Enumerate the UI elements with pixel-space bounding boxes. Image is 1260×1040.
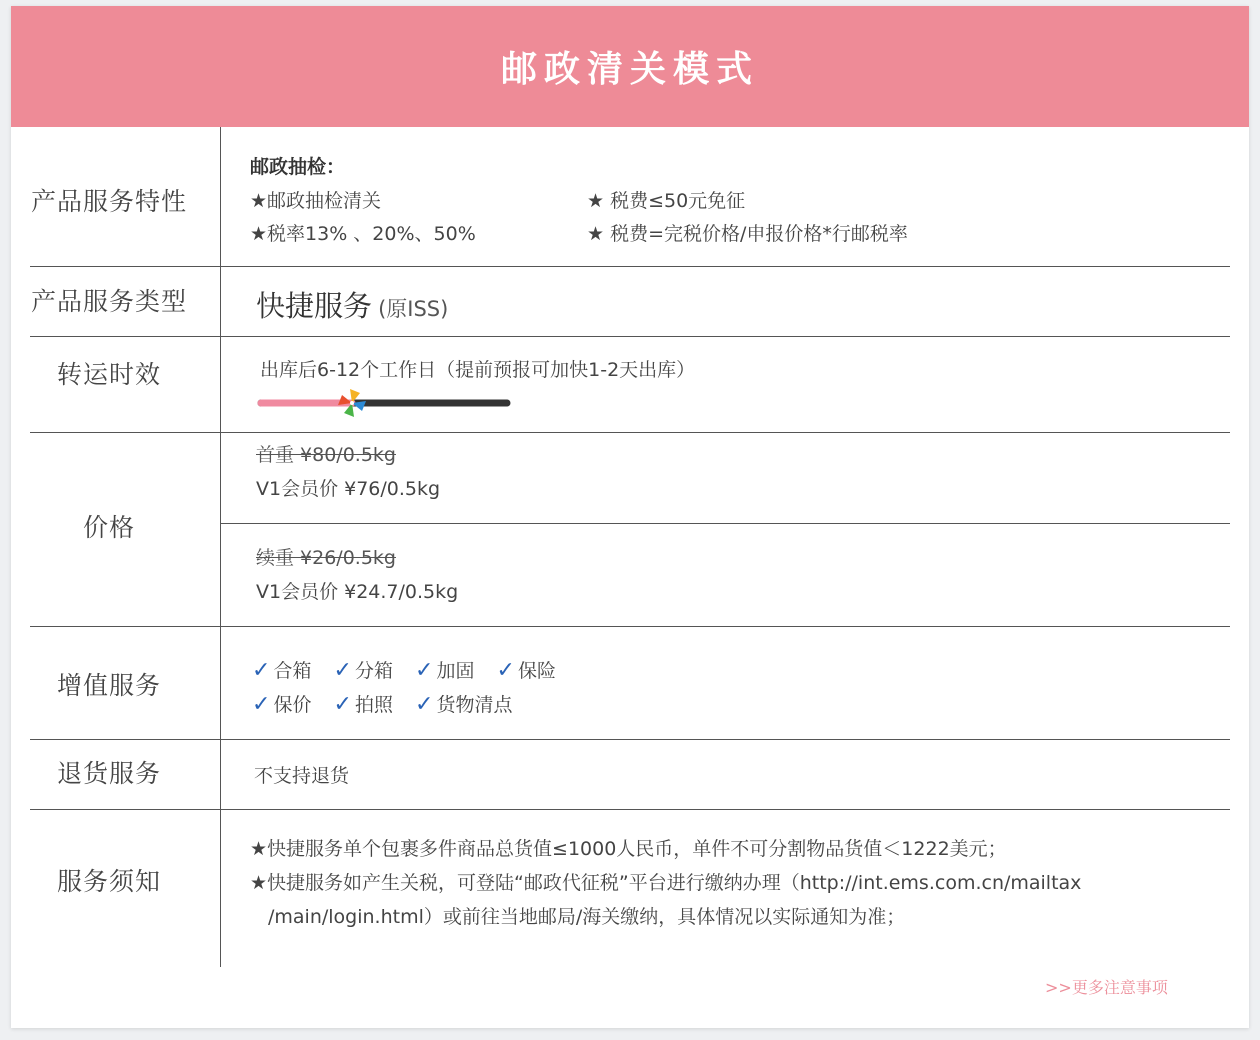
service-type-value [256,284,448,325]
check-icon: ✓ [496,658,515,683]
row-divider [30,336,1230,337]
price-sub-divider [220,523,1230,524]
first-weight-member-price: V1会员价 ¥76/0.5kg [256,478,441,500]
column-divider [220,127,221,967]
row-divider [30,739,1230,740]
row-divider [30,432,1230,433]
feature-item: ★ 税费=完税价格/申报价格*行邮税率 [587,223,908,245]
additional-weight-member-price: V1会员价 ¥24.7/0.5kg [256,581,459,603]
service-option: ✓ 保险 [496,658,556,683]
check-icon: ✓ [333,658,352,683]
feature-item: ★ 税费≤50元免征 [587,190,746,212]
row-label-features: 产品服务特性 [30,187,187,216]
row-label-notice: 服务须知 [56,867,161,896]
row-label-value-added: 增值服务 [56,671,161,700]
transit-speed-bar [255,386,515,420]
service-option: ✓ 保价 [252,692,312,717]
check-icon: ✓ [415,658,434,683]
more-notes-link[interactable]: >>更多注意事项 [1045,978,1168,997]
row-label-price: 价格 [82,513,135,542]
additional-weight-original-price: 续重 ¥26/0.5kg [256,547,396,569]
value-added-line-2 [252,690,528,717]
returns-value: 不支持退货 [254,765,350,787]
features-heading: 邮政抽检： [250,156,346,178]
notice-line: ★快捷服务如产生关税，可登陆“邮政代征税”平台进行缴纳办理（http://int.ems.com.cn/mailtax [250,872,1082,894]
row-divider [30,626,1230,627]
service-option: ✓ 货物清点 [415,692,513,717]
pinwheel-icon [338,389,366,417]
row-label-service-type: 产品服务类型 [30,287,187,316]
feature-item: ★税率13% 、20%、50% [250,223,476,245]
row-divider [30,809,1230,810]
notice-line: ★快捷服务单个包裹多件商品总货值≤1000人民币，单件不可分割物品货值＜1222美元； [250,838,1007,860]
service-option: ✓ 分箱 [333,658,393,683]
feature-item: ★邮政抽检清关 [250,190,382,212]
value-added-line-1 [252,656,572,683]
check-icon: ✓ [252,692,271,717]
transit-time-text: 出库后6-12个工作日（提前预报可加快1-2天出库） [260,359,696,381]
service-option: ✓ 拍照 [333,692,393,717]
page-title: 邮政清关模式 [500,49,759,90]
header-banner [11,6,1249,127]
check-icon: ✓ [252,658,271,683]
service-type-note: (原ISS) [378,297,449,321]
row-divider [30,266,1230,267]
first-weight-original-price: 首重 ¥80/0.5kg [256,444,396,466]
row-label-transit: 转运时效 [56,360,161,389]
service-option: ✓ 加固 [415,658,475,683]
notice-line: /main/login.html）或前往当地邮局/海关缴纳，具体情况以实际通知为准； [268,906,906,928]
row-label-returns: 退货服务 [56,759,161,788]
check-icon: ✓ [415,692,434,717]
check-icon: ✓ [333,692,352,717]
service-type-name: 快捷服务 [256,289,373,323]
service-option: ✓ 合箱 [252,658,312,683]
